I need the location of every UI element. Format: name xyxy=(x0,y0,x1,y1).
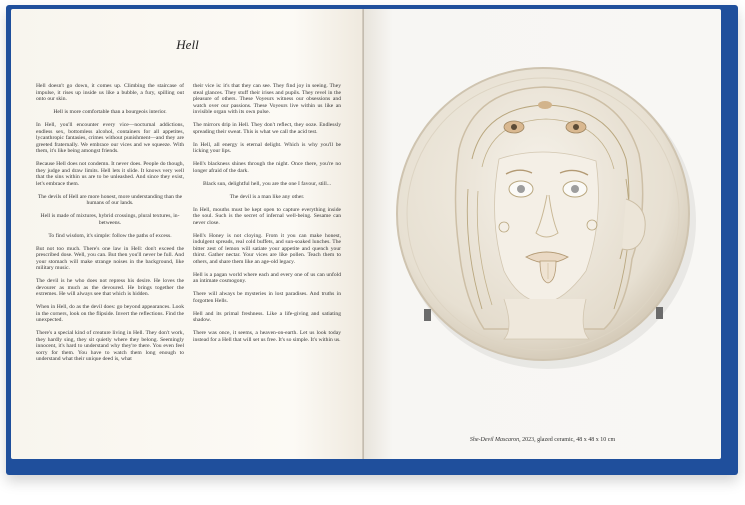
paragraph: Hell is made of mixtures, hybrid crossings, plural textures, in-betweens. xyxy=(40,213,180,226)
paragraph: The devils of Hell are more honest, more understanding than the humans of our lands. xyxy=(37,193,183,206)
paragraph: In Hell, mouths must be kept open to capture everything inside the soul. Such is the secret of infernal well-being. Sesame can never close. xyxy=(193,206,341,226)
left-page xyxy=(11,9,364,459)
paragraph: Hell's blackness shines through the night. Once there, you're no longer afraid of the dark. xyxy=(193,161,341,174)
paragraph: When in Hell, do as the devil does: go beyond appearances. Look in the corners, look on the flipside. Invert the reflections. Find the unexpected. xyxy=(36,304,184,323)
artwork-caption xyxy=(364,437,721,443)
text-column-right xyxy=(193,83,341,350)
paragraph: Hell and its primal freshness. Like a life-giving and satiating shadow. xyxy=(193,310,341,323)
paragraph: their vice is: it's that they can see. They find joy in seeing. They steal glances. They stuff their irises and pupils. They revel in the pleasure of others. These Voyeurs witness our obsessions and watch over our passions. These Voyeurs live within us like an invisible organ with its own pulse. xyxy=(193,83,341,115)
paragraph: Because Hell does not condemn. It never does. People do though, they judge and draw limits. Hell lets it slide. It knows very well that the sins within us are to be unleashed. And since they exist, let's embrace them. xyxy=(36,161,184,187)
ceramic-mask-photo xyxy=(364,9,721,459)
paragraph: The devil is he who does not repress his desire. He loves the devourer as much as the devoured. He brings together the extremes. He will always see that which is hidden. xyxy=(36,278,184,297)
paragraph: There will always be mysteries in lost paradises. And truths in forgotten Hells. xyxy=(193,291,341,304)
paragraph: The devil is a man like any other. xyxy=(229,193,305,200)
paragraph: Hell is a pagan world where each and every one of us can unfold an intimate cosmogony. xyxy=(193,271,341,284)
paragraph: Hell's Honey is not cloying. From it you can make honest, indulgent spreads, real cold buffets, and sun-soaked lunches. The bitter zest of lemon will satiate your appetite and quench your thirst. Gather nectar. Your vices are like pollen. Teach them to others, and share them like an age-old legacy. xyxy=(193,232,341,265)
paragraph: In Hell, all energy is eternal delight. Which is why you'll be licking your lips. xyxy=(193,141,341,154)
paragraph: To find wisdom, it's simple: follow the paths of excess. xyxy=(48,232,172,239)
paragraph: But not too much. There's one law in Hell: don't exceed the prescribed dose. Well, you can. But then you'll never be full. And your stomach will make strange noises in the background, like military music. xyxy=(36,245,184,271)
paragraph: Hell doesn't go down, it comes up. Climbing the staircase of impulse, it rises up inside us like a bubble, a fury, spilling out onto our skin. xyxy=(36,83,184,102)
paragraph: There's a special kind of creature living in Hell. They don't work, they hardly sing, they sit quietly where they belong. Seemingly innocent, it's hard to understand why they're there. You even feel sorry for them. You have to watch them long enough to understand what their unique deed is, what xyxy=(36,330,184,362)
page-title: Hell xyxy=(176,37,199,52)
paragraph: There was once, it seems, a heaven-on-earth. Let us look today instead for a Hell that will set us free. It's so simple. It's within us. xyxy=(193,330,341,343)
paragraph: The mirrors drip in Hell. They don't reflect, they ooze. Endlessly spreading their sweat. This is what we call the acid test. xyxy=(193,122,341,135)
paragraph: In Hell, you'll encounter every vice—nocturnal addictions, endless sex, bottomless alcohol, containers for all appetites, lycanthropic fantasies, crimes without punishment—and they are greeted fraternally. We embrace our vices and we squeeze. With them, it's like being amongst friends. xyxy=(36,122,184,154)
right-page xyxy=(364,9,721,459)
text-column-left xyxy=(36,83,184,369)
artwork-title: She-Devil Mascaron xyxy=(469,437,520,443)
paragraph: Hell is more comfortable than a bourgeois interior. xyxy=(53,109,167,115)
paragraph: Black sun, delightful hell, you are the one I favour, still... xyxy=(202,180,332,187)
artwork-details: , 2023, glazed ceramic, 48 x 48 x 10 cm xyxy=(519,437,616,443)
